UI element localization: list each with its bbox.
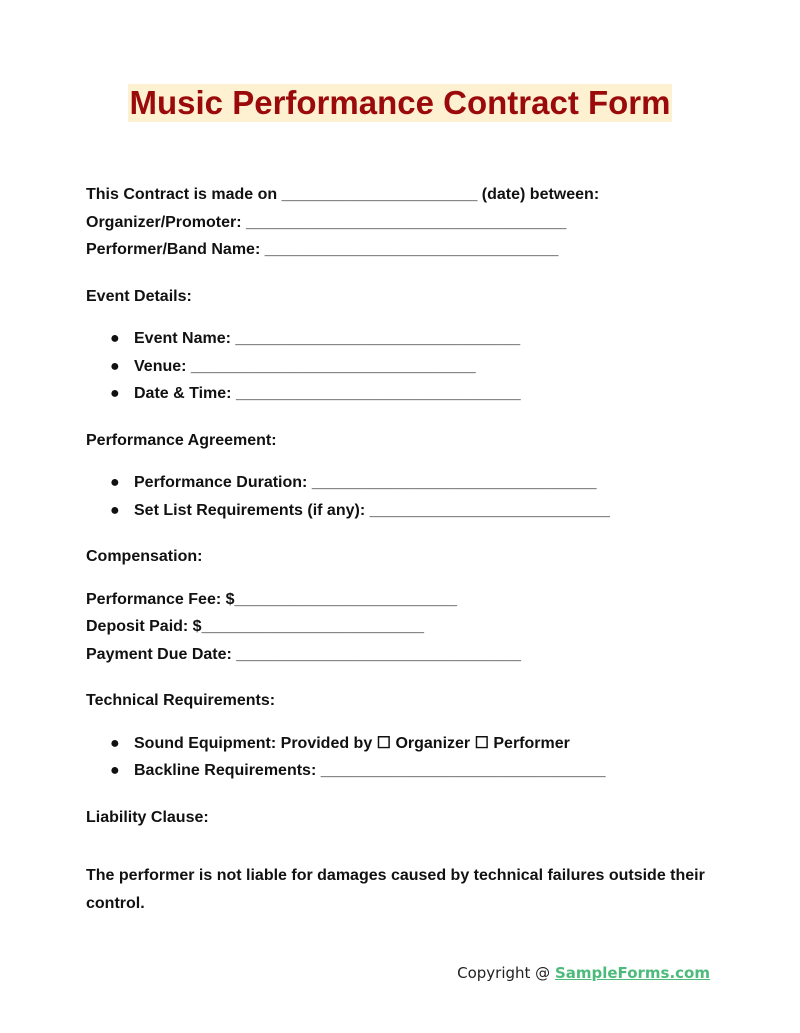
performance-agreement-list: [86, 469, 716, 524]
deposit-paid-line: Deposit Paid: $_________________________: [86, 618, 425, 635]
sampleforms-link[interactable]: SampleForms.com: [554, 964, 710, 982]
copyright-footer: [457, 964, 710, 982]
bullet-icon: ●: [110, 357, 120, 375]
copyright-text: Copyright @: [457, 964, 555, 982]
liability-text: The performer is not liable for damages caused by technical failures outside their control.: [86, 867, 705, 912]
page-title: Music Performance Contract Form: [129, 84, 671, 121]
list-item: ● Date & Time: ________________________________: [86, 380, 716, 408]
bullet-icon: ●: [110, 762, 120, 779]
bullet-icon: ●: [110, 385, 120, 402]
list-item: ● Performance Duration: ________________________________: [86, 469, 716, 497]
bullet-icon: ●: [110, 734, 120, 752]
performance-agreement-heading: Performance Agreement:: [86, 431, 277, 449]
list-item: ● Sound Equipment: Provided by ☐ Organizer ☐ Performer: [86, 730, 716, 758]
list-item: ● Backline Requirements: ________________________________: [86, 757, 716, 785]
title-wrapper: [0, 84, 800, 122]
event-details-heading: Event Details:: [86, 287, 192, 305]
event-details-list: [86, 325, 716, 408]
liability-heading: Liability Clause:: [86, 808, 209, 826]
contract-body: [86, 181, 716, 934]
performer-line: Performer/Band Name: _________________________________: [86, 241, 559, 258]
bullet-icon: ●: [110, 474, 120, 491]
bullet-icon: ●: [110, 330, 120, 347]
payment-due-line: Payment Due Date: ________________________________: [86, 645, 522, 663]
performance-fee-line: Performance Fee: $_________________________: [86, 590, 457, 608]
list-item: ● Venue: ________________________________: [86, 353, 716, 381]
bullet-icon: ●: [110, 501, 120, 519]
contract-date-line: This Contract is made on ______________________ (date) between:: [86, 186, 600, 203]
technical-requirements-heading: Technical Requirements:: [86, 692, 276, 709]
list-item: ● Event Name: ________________________________: [86, 325, 716, 353]
list-item: ● Set List Requirements (if any): ___________________________: [86, 497, 716, 525]
organizer-line: Organizer/Promoter: ____________________________________: [86, 213, 567, 231]
technical-requirements-list: [86, 730, 716, 785]
compensation-heading: Compensation:: [86, 548, 203, 565]
